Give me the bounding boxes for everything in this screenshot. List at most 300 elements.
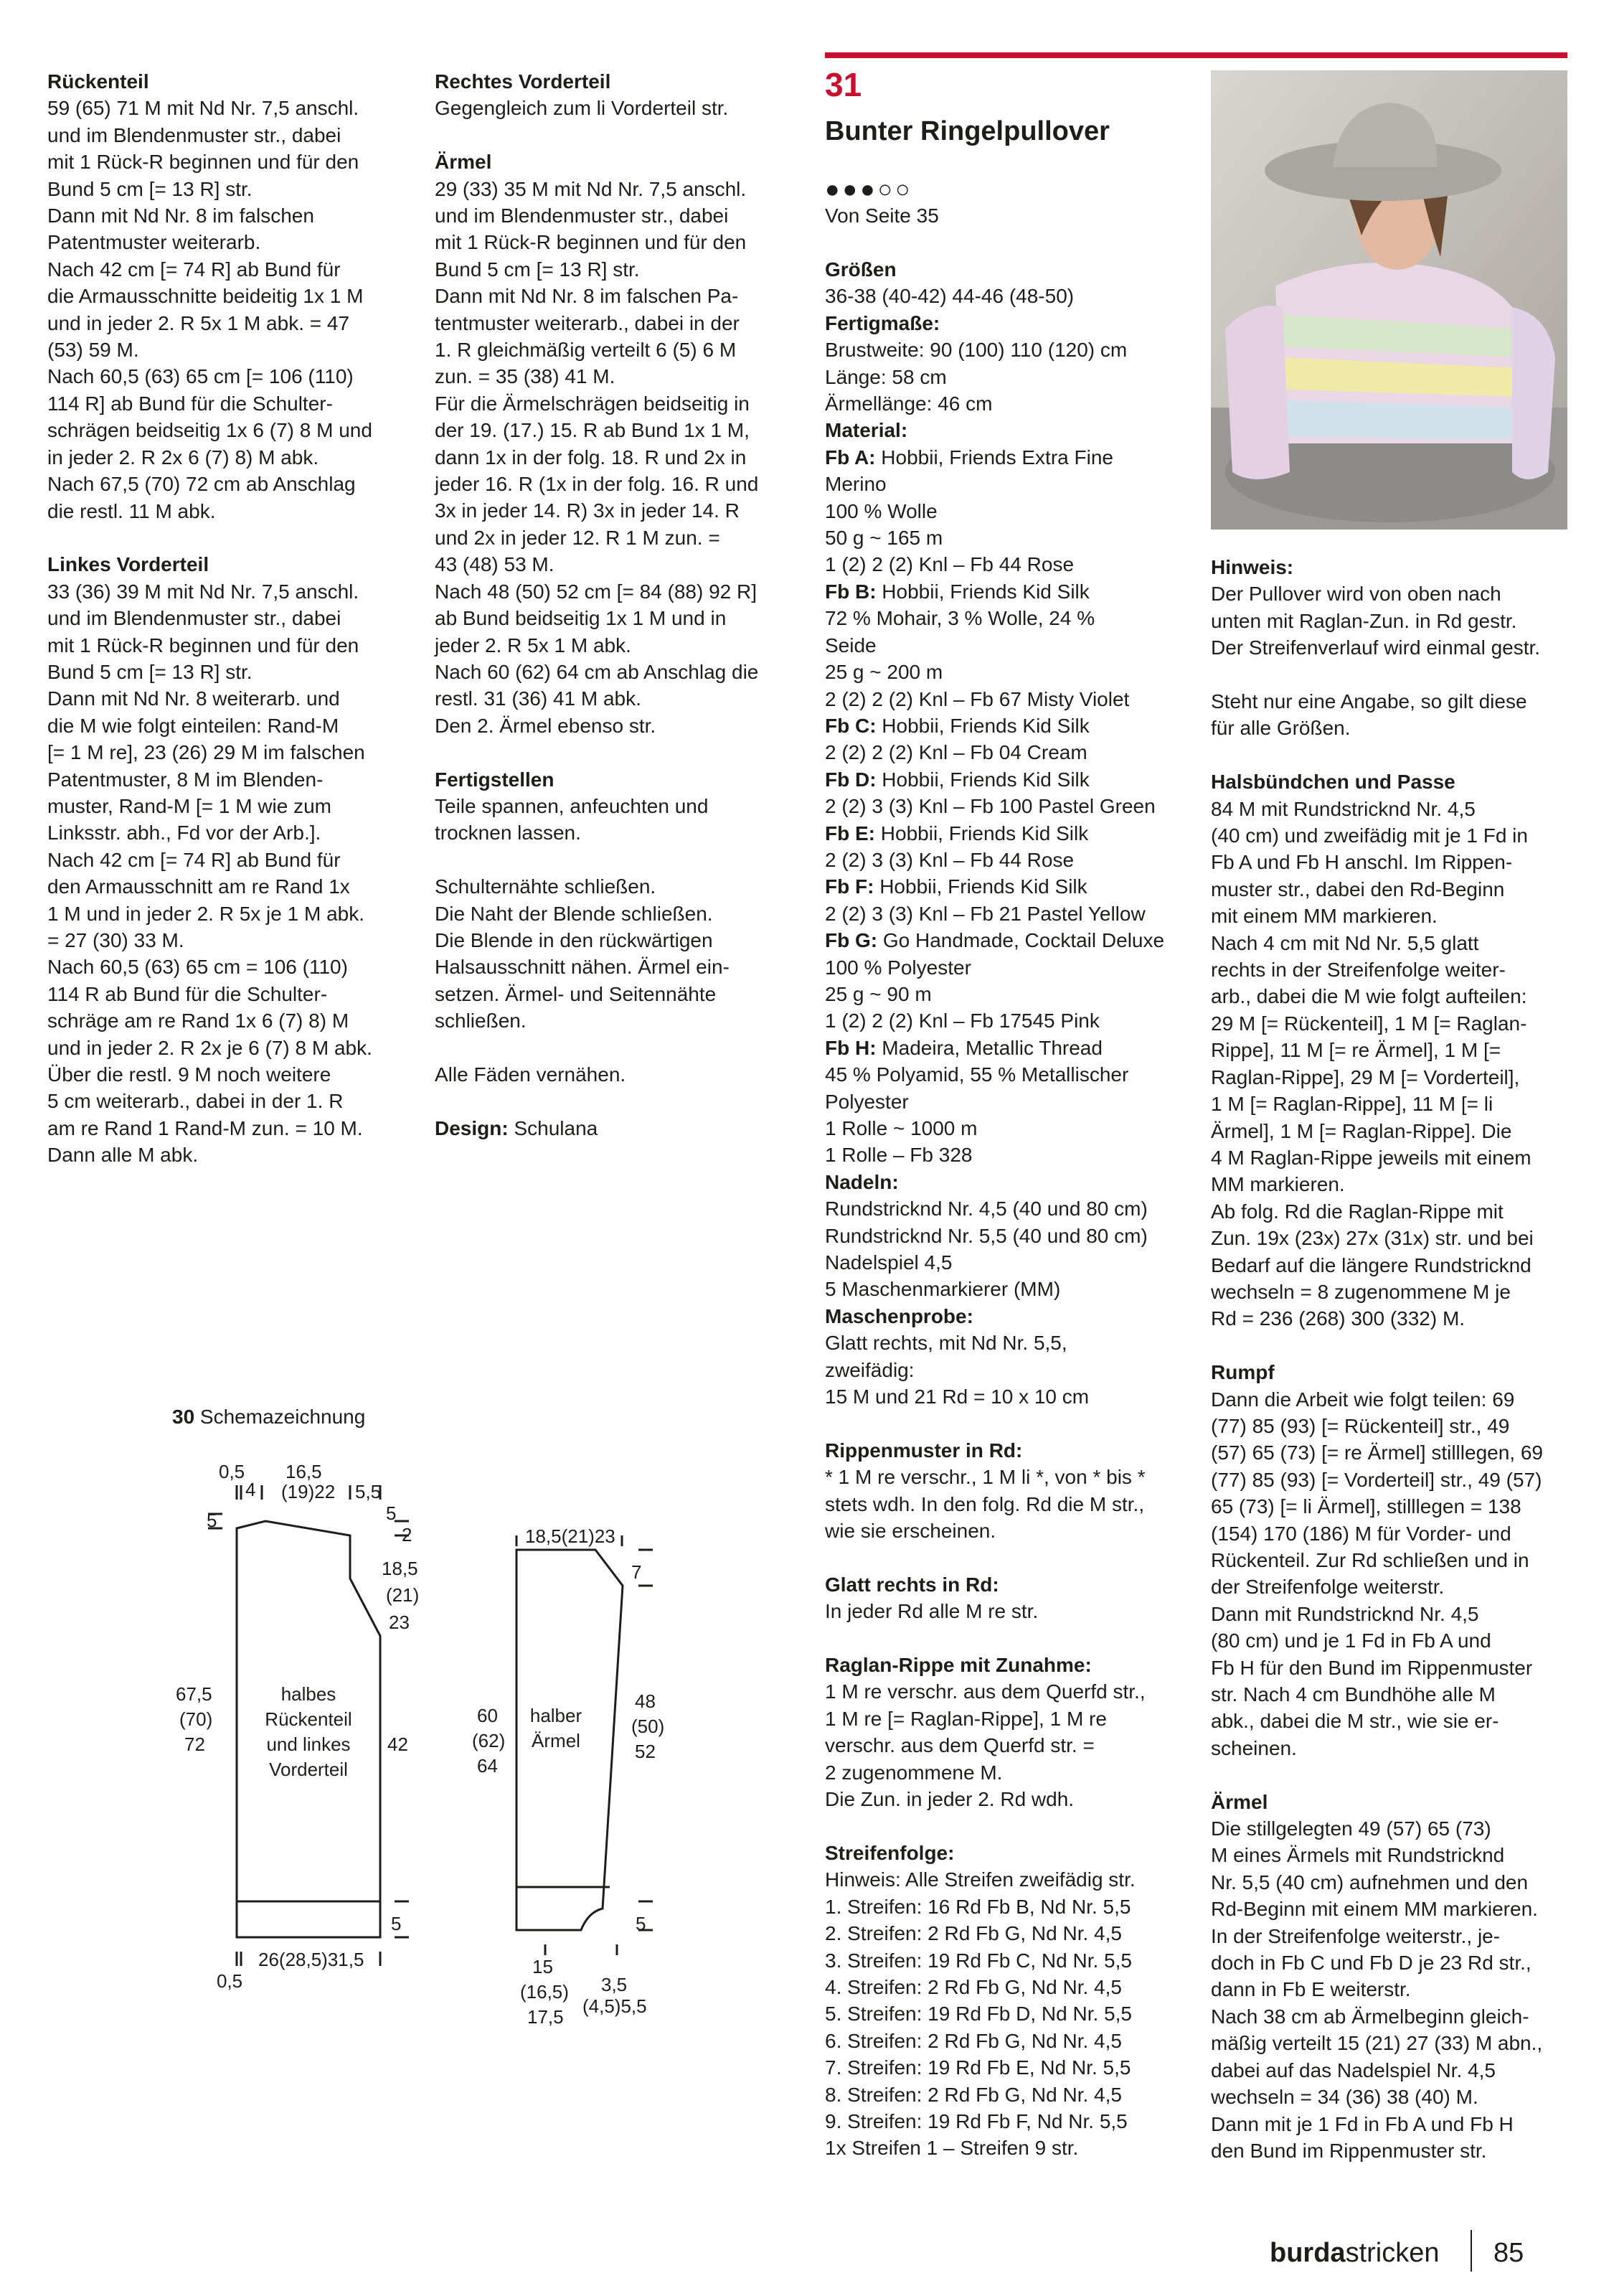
page-number: 85 <box>1493 2238 1524 2268</box>
text-line: dann 1x in der folg. 18. R und 2x in <box>435 446 747 469</box>
text-line: und im Blendenmuster str., dabei <box>47 123 341 146</box>
material-label: Fb H: <box>825 1036 877 1059</box>
from-page-text: Von Seite 35 <box>825 204 939 227</box>
text-line: Dann mit Nd Nr. 8 im falschen <box>47 204 314 227</box>
pattern-title: Bunter Ringelpullover <box>825 116 1110 146</box>
material-text: 100 % Polyester <box>825 956 971 979</box>
material-line <box>825 873 1191 900</box>
text-line: mit 1 Rück-R beginnen und für den <box>435 231 747 254</box>
text-block-aermel-2 <box>1211 1815 1584 2164</box>
dim-right-18-5: 18,5 <box>382 1558 418 1579</box>
section-heading-halsbuendchen: Halsbündchen und Passe <box>1211 771 1455 794</box>
dim-sleeve-right-1: 48 <box>635 1690 656 1712</box>
text-line: den Armausschnitt am re Rand 1x <box>47 875 350 898</box>
text-line: den Bund im Rippenmuster str. <box>1211 2139 1487 2162</box>
text-line: 3. Streifen: 19 Rd Fb C, Nd Nr. 5,5 <box>825 1949 1132 1972</box>
material-label: Fb A: <box>825 446 876 469</box>
text-line: 43 (48) 53 M. <box>435 553 554 576</box>
text-line: Der Streifenverlauf wird einmal gestr. <box>1211 636 1541 659</box>
material-text: 2 (2) 2 (2) Knl – Fb 04 Cream <box>825 741 1087 764</box>
text-line: Dann mit Nd Nr. 8 weiterarb. und <box>47 687 340 710</box>
text-line: * 1 M re verschr., 1 M li *, von * bis * <box>825 1466 1146 1489</box>
material-line <box>825 739 1191 766</box>
material-line <box>825 1088 1191 1115</box>
text-line: Brustweite: 90 (100) 110 (120) cm <box>825 339 1128 362</box>
text-line: und im Blendenmuster str., dabei <box>435 204 729 227</box>
section-heading-fertigmasse: Fertigmaße: <box>825 311 940 334</box>
accent-bar <box>825 52 1567 58</box>
dim-top-19-22: (19)22 <box>281 1481 336 1502</box>
text-block-streifenfolge <box>825 1866 1191 2161</box>
material-label: Fb C: <box>825 714 877 737</box>
text-line: M eines Ärmels mit Rundstricknd <box>1211 1844 1505 1867</box>
column-3 <box>825 256 1191 2162</box>
material-text: Hobbii, Friends Extra Fine <box>875 446 1113 469</box>
text-block-nadeln <box>825 1195 1191 1303</box>
text-line: Patentmuster, 8 M im Blenden- <box>47 768 324 791</box>
text-line: 7. Streifen: 19 Rd Fb E, Nd Nr. 5,5 <box>825 2056 1131 2079</box>
text-line: in jeder 2. R 2x 6 (7) 8) M abk. <box>47 446 319 469</box>
material-line <box>825 605 1191 631</box>
material-label: Fb F: <box>825 875 874 898</box>
column-4 <box>1211 554 1584 2164</box>
text-line: Dann alle M abk. <box>47 1144 199 1167</box>
material-line <box>825 1142 1191 1168</box>
material-line <box>825 766 1191 793</box>
difficulty-rating: ●●●○○ <box>825 176 913 203</box>
body-label-4: Vorderteil <box>269 1759 348 1780</box>
text-line: Rd = 236 (268) 300 (332) M. <box>1211 1307 1466 1330</box>
material-text: 2 (2) 3 (3) Knl – Fb 44 Rose <box>825 848 1075 871</box>
from-page-block <box>825 202 1184 229</box>
text-line: Raglan-Rippe], 29 M [= Vorderteil], <box>1211 1065 1520 1088</box>
section-heading-nadeln: Nadeln: <box>825 1170 899 1193</box>
text-line: stets wdh. In den folg. Rd die M str., <box>825 1492 1145 1515</box>
material-line <box>825 847 1191 873</box>
material-text: Seide <box>825 634 877 657</box>
dim-sleeve-left-2: (62) <box>472 1730 506 1751</box>
body-label-3: und linkes <box>266 1733 351 1755</box>
text-block-maschenprobe <box>825 1330 1191 1410</box>
schema-caption <box>172 1405 365 1429</box>
text-line: 84 M mit Rundstricknd Nr. 4,5 <box>1211 797 1476 820</box>
dim-top-16-5: 16,5 <box>285 1461 322 1482</box>
text-line: 5 Maschenmarkierer (MM) <box>825 1278 1061 1301</box>
text-line: Gegengleich zum li Vorderteil str. <box>435 97 729 120</box>
text-line: 1. Streifen: 16 Rd Fb B, Nd Nr. 5,5 <box>825 1895 1131 1918</box>
text-line: 8. Streifen: 2 Rd Fb G, Nd Nr. 4,5 <box>825 2083 1122 2106</box>
dim-sleeve-bottom-2: (16,5) <box>520 1981 569 2003</box>
column-1 <box>47 68 406 1169</box>
text-line: Nach 60,5 (63) 65 cm = 106 (110) <box>47 956 348 979</box>
material-line <box>825 820 1191 847</box>
material-line <box>825 1007 1191 1034</box>
text-line: verschr. aus dem Querfd str. = <box>825 1734 1095 1757</box>
photo-illustration <box>1211 70 1567 530</box>
text-line: Nach 60 (62) 64 cm ab Anschlag die <box>435 660 759 683</box>
text-line: 9. Streifen: 19 Rd Fb F, Nd Nr. 5,5 <box>825 2109 1128 2132</box>
text-line: Bund 5 cm [= 13 R] str. <box>47 660 253 683</box>
text-line: 1 M re verschr. aus dem Querfd str., <box>825 1680 1146 1703</box>
dim-bottom-5: 5 <box>391 1913 402 1934</box>
material-text: Hobbii, Friends Kid Silk <box>875 822 1089 844</box>
text-line: mit einem MM markieren. <box>1211 905 1438 928</box>
section-heading-aermel-2: Ärmel <box>1211 1790 1268 1813</box>
dim-right-23: 23 <box>389 1612 410 1633</box>
text-line: Fb A und Fb H anschl. Im Rippen- <box>1211 851 1513 874</box>
text-line: muster str., dabei den Rd-Beginn <box>1211 878 1505 900</box>
section-heading-rumpf: Rumpf <box>1211 1361 1275 1384</box>
text-line: Rundstricknd Nr. 5,5 (40 und 80 cm) <box>825 1224 1148 1247</box>
text-block-rumpf <box>1211 1386 1584 1762</box>
text-line: 6. Streifen: 2 Rd Fb G, Nd Nr. 4,5 <box>825 2029 1122 2052</box>
text-line: 2. Streifen: 2 Rd Fb G, Nd Nr. 4,5 <box>825 1922 1122 1945</box>
text-line: Bedarf auf die längere Rundstricknd <box>1211 1253 1532 1276</box>
text-line: ab Bund beidseitig 1x 1 M und in <box>435 607 727 630</box>
sleeve-label-1: halber <box>529 1705 582 1726</box>
dim-right-5: 5 <box>386 1502 397 1524</box>
body-label-1: halbes <box>280 1683 336 1705</box>
material-label: Fb D: <box>825 768 877 791</box>
text-line: jeder 16. R (1x in der folg. 16. R und <box>435 473 759 496</box>
dim-body-height-3: 72 <box>184 1733 205 1755</box>
text-line: Teile spannen, anfeuchten und <box>435 794 709 817</box>
text-line: schräge am re Rand 1x 6 (7) 8) M <box>47 1010 349 1032</box>
text-block-rippenmuster <box>825 1464 1191 1544</box>
material-text: 25 g ~ 200 m <box>825 661 943 684</box>
text-line: für alle Größen. <box>1211 717 1351 740</box>
text-line: Linksstr. abh., Fd vor der Arb.]. <box>47 822 321 844</box>
text-line: mit 1 Rück-R beginnen und für den <box>47 634 359 657</box>
text-line: 33 (36) 39 M mit Nd Nr. 7,5 anschl. <box>47 580 359 603</box>
text-line: schließen. <box>435 1010 527 1032</box>
text-line: str. Nach 4 cm Bundhöhe alle M <box>1211 1683 1496 1706</box>
text-line: Der Pullover wird von oben nach <box>1211 583 1501 606</box>
text-line: und in jeder 2. R 5x 1 M abk. = 47 <box>47 311 350 334</box>
text-line: und 2x in jeder 12. R 1 M zun. = <box>435 526 720 549</box>
material-text: 100 % Wolle <box>825 499 938 522</box>
material-line <box>825 551 1191 578</box>
dim-sleeve-7: 7 <box>631 1561 642 1583</box>
text-line: Dann mit Nd Nr. 8 im falschen Pa- <box>435 285 739 308</box>
text-faeden: Alle Fäden vernähen. <box>435 1063 626 1086</box>
text-line: Die Blende in den rückwärtigen <box>435 928 713 951</box>
text-line: Ärmellänge: 46 cm <box>825 392 993 415</box>
material-label: Fb B: <box>825 580 877 603</box>
dim-sleeve-right-2: (50) <box>631 1716 665 1737</box>
dim-sleeve-left-1: 60 <box>477 1705 498 1726</box>
text-line: 65 (73) [= li Ärmel], stilllegen = 138 <box>1211 1495 1521 1518</box>
material-text: Polyester <box>825 1090 909 1113</box>
material-text: Hobbii, Friends Kid Silk <box>876 580 1090 603</box>
text-line: wechseln = 34 (36) 38 (40) M. <box>1211 2086 1478 2109</box>
dim-sleeve-left-3: 64 <box>477 1755 498 1777</box>
text-line: Die Naht der Blende schließen. <box>435 902 713 925</box>
section-heading-aermel: Ärmel <box>435 151 492 174</box>
material-text: 25 g ~ 90 m <box>825 982 932 1005</box>
text-line: Nadelspiel 4,5 <box>825 1251 953 1274</box>
text-line: Patentmuster weiterarb. <box>47 231 261 254</box>
text-line: arb., dabei die M wie folgt aufteilen: <box>1211 985 1527 1008</box>
text-block-hinweis <box>1211 580 1584 661</box>
text-line: jeder 2. R 5x 1 M abk. <box>435 634 631 657</box>
text-line: Bund 5 cm [= 13 R] str. <box>435 258 640 281</box>
text-line: am re Rand 1 Rand-M zun. = 10 M. <box>47 1116 363 1139</box>
text-line: Bund 5 cm [= 13 R] str. <box>47 177 253 200</box>
text-line: Rückenteil. Zur Rd schließen und in <box>1211 1548 1529 1571</box>
text-line: 5 cm weiterarb., dabei in der 1. R <box>47 1090 344 1113</box>
text-line: 15 M und 21 Rd = 10 x 10 cm <box>825 1385 1090 1408</box>
dim-top-5-5: 5,5 <box>355 1481 382 1502</box>
text-block-naehte <box>435 873 808 1034</box>
text-line: Dann mit Rundstricknd Nr. 4,5 <box>1211 1602 1479 1625</box>
dim-right-21: (21) <box>386 1584 420 1606</box>
material-line <box>825 712 1191 739</box>
text-line: muster, Rand-M [= 1 M wie zum <box>47 794 332 817</box>
design-credit <box>435 1115 808 1142</box>
text-line: Nach 42 cm [= 74 R] ab Bund für <box>47 258 341 281</box>
section-heading-rechtes-vorderteil: Rechtes Vorderteil <box>435 70 611 93</box>
text-line: rechts in der Streifenfolge weiter- <box>1211 959 1506 982</box>
design-value: Schulana <box>508 1116 598 1139</box>
dim-bottom-0-5: 0,5 <box>217 1970 243 1992</box>
text-line: mäßig verteilt 15 (21) 27 (33) M abn., <box>1211 2032 1543 2055</box>
text-line: und im Blendenmuster str., dabei <box>47 607 341 630</box>
text-line: Die stillgelegten 49 (57) 65 (73) <box>1211 1817 1491 1840</box>
text-line: Ab folg. Rd die Raglan-Rippe mit <box>1211 1200 1504 1223</box>
text-line: setzen. Ärmel- und Seitennähte <box>435 982 717 1005</box>
material-line <box>825 954 1191 981</box>
text-line: wechseln = 8 zugenommene M je <box>1211 1280 1511 1303</box>
column-2 <box>435 68 808 1142</box>
material-line <box>825 471 1191 497</box>
text-line: (77) 85 (93) [= Vorderteil] str., 49 (57) <box>1211 1468 1542 1491</box>
text-line: zweifädig: <box>825 1358 915 1381</box>
text-line: = 27 (30) 33 M. <box>47 928 184 951</box>
text-line: (77) 85 (93) [= Rückenteil] str., 49 <box>1211 1414 1510 1437</box>
section-heading-rueckenteil: Rückenteil <box>47 70 149 93</box>
dim-sleeve-bottom-1: 15 <box>532 1956 553 1977</box>
text-line: MM markieren. <box>1211 1173 1345 1196</box>
text-block-hinweis-2 <box>1211 688 1584 742</box>
body-label-2: Rückenteil <box>265 1708 352 1730</box>
dim-sleeve-right-3: 52 <box>635 1741 656 1762</box>
text-line: Rippe], 11 M [= re Ärmel], 1 M [= <box>1211 1039 1501 1062</box>
material-line <box>825 524 1191 551</box>
text-line: Den 2. Ärmel ebenso str. <box>435 714 656 737</box>
text-line: die Armausschnitte beideitig 1x 1 M <box>47 285 364 308</box>
text-block-halsbuendchen <box>1211 796 1584 1332</box>
text-line: Fb H für den Bund im Rippenmuster <box>1211 1656 1533 1679</box>
material-text: Go Handmade, Cocktail Deluxe <box>877 929 1165 952</box>
text-line: In jeder Rd alle M re str. <box>825 1600 1039 1623</box>
text-line: In der Streifenfolge weiterstr., je- <box>1211 1924 1501 1947</box>
text-line: Rd-Beginn mit einem MM markieren. <box>1211 1898 1538 1921</box>
text-line: Ärmel], 1 M [= Raglan-Rippe]. Die <box>1211 1119 1512 1142</box>
text-line: 1 M und in jeder 2. R 5x je 1 M abk. <box>47 902 364 925</box>
section-heading-groessen: Größen <box>825 258 897 281</box>
text-line: 1. R gleichmäßig verteilt 6 (5) 6 M <box>435 339 737 362</box>
section-heading-linkes-vorderteil: Linkes Vorderteil <box>47 553 209 576</box>
dim-body-height-1: 67,5 <box>176 1683 212 1705</box>
text-line: Dann die Arbeit wie folgt teilen: 69 <box>1211 1388 1515 1411</box>
material-line <box>825 1115 1191 1142</box>
text-line: 3x in jeder 14. R) 3x in jeder 14. R <box>435 499 740 522</box>
text-line: Nach 4 cm mit Nd Nr. 5,5 glatt <box>1211 931 1479 954</box>
text-line: trocknen lassen. <box>435 822 581 844</box>
text-line: 29 M [= Rückenteil], 1 M [= Raglan- <box>1211 1012 1527 1035</box>
text-line: (80 cm) und je 1 Fd in Fb A und <box>1211 1629 1491 1652</box>
dim-sleeve-bottom-3: 17,5 <box>527 2006 564 2028</box>
section-heading-streifenfolge: Streifenfolge: <box>825 1841 955 1864</box>
dim-sleeve-3-5: 3,5 <box>601 1974 628 1995</box>
text-line: mit 1 Rück-R beginnen und für den <box>47 151 359 174</box>
text-line: Hinweis: Alle Streifen zweifädig str. <box>825 1868 1136 1891</box>
section-heading-material: Material: <box>825 419 908 442</box>
brand-light: stricken <box>1345 2238 1440 2268</box>
dim-left-5: 5 <box>207 1510 217 1531</box>
text-block-material <box>825 444 1191 1169</box>
text-line: doch in Fb C und Fb D je 23 Rd str., <box>1211 1952 1532 1975</box>
text-line: Nr. 5,5 (40 cm) aufnehmen und den <box>1211 1871 1529 1893</box>
text-line: zun. = 35 (38) 41 M. <box>435 365 615 388</box>
text-line: 114 R ab Bund für die Schulter- <box>47 982 328 1005</box>
text-block-fertigmasse <box>825 337 1191 417</box>
text-line: unten mit Raglan-Zun. in Rd gestr. <box>1211 609 1517 632</box>
brand-bold: burda <box>1270 2238 1346 2268</box>
material-line <box>825 444 1191 471</box>
material-label: Fb G: <box>825 929 878 952</box>
material-text: 72 % Mohair, 3 % Wolle, 24 % <box>825 607 1095 630</box>
material-text: 2 (2) 3 (3) Knl – Fb 21 Pastel Yellow <box>825 902 1146 925</box>
text-line: Nach 38 cm ab Ärmelbeginn gleich- <box>1211 2005 1529 2028</box>
material-line <box>825 1035 1191 1061</box>
material-text: Hobbii, Friends Kid Silk <box>876 768 1090 791</box>
text-line: 5. Streifen: 19 Rd Fb D, Nd Nr. 5,5 <box>825 2003 1132 2026</box>
text-line: Rundstricknd Nr. 4,5 (40 und 80 cm) <box>825 1198 1148 1220</box>
text-block-rueckenteil <box>47 95 406 524</box>
material-line <box>825 1061 1191 1088</box>
text-line: Nach 60,5 (63) 65 cm [= 106 (110) <box>47 365 354 388</box>
text-line: 2 zugenommene M. <box>825 1761 1003 1784</box>
dim-top-small: 0,5 <box>219 1461 245 1482</box>
text-line: 1 M [= Raglan-Rippe], 11 M [= li <box>1211 1093 1493 1116</box>
text-line: Dann mit je 1 Fd in Fb A und Fb H <box>1211 2112 1514 2135</box>
dim-top-4: 4 <box>245 1479 256 1500</box>
section-heading-raglan: Raglan-Rippe mit Zunahme: <box>825 1654 1092 1677</box>
text-line: Für die Ärmelschrägen beidseitig in <box>435 392 750 415</box>
text-line: Zun. 19x (23x) 27x (31x) str. und bei <box>1211 1227 1534 1250</box>
dim-bottom-width: 26(28,5)31,5 <box>258 1949 364 1970</box>
section-heading-hinweis: Hinweis: <box>1211 556 1294 578</box>
text-line: Nach 48 (50) 52 cm [= 84 (88) 92 R] <box>435 580 757 603</box>
dim-right-2: 2 <box>402 1524 412 1545</box>
text-line: Nach 67,5 (70) 72 cm ab Anschlag <box>47 473 356 496</box>
text-line: 1x Streifen 1 – Streifen 9 str. <box>825 2137 1079 2160</box>
material-line <box>825 686 1191 712</box>
text-line: 1 M re [= Raglan-Rippe], 1 M re <box>825 1707 1107 1730</box>
schema-title: Schemazeichnung <box>194 1406 366 1428</box>
material-text: Hobbii, Friends Kid Silk <box>874 875 1087 898</box>
text-line: Schulternähte schließen. <box>435 875 656 898</box>
text-line: die restl. 11 M abk. <box>47 499 216 522</box>
dim-sleeve-4-5: (4,5)5,5 <box>582 1995 647 2017</box>
dim-right-42: 42 <box>387 1733 408 1755</box>
text-line: Steht nur eine Angabe, so gilt diese <box>1211 690 1527 713</box>
section-heading-rippenmuster: Rippenmuster in Rd: <box>825 1439 1023 1462</box>
text-line: Halsausschnitt nähen. Ärmel ein- <box>435 956 730 979</box>
text-block-rechtes-vorderteil <box>435 95 808 121</box>
material-text: Merino <box>825 473 887 496</box>
material-text: Hobbii, Friends Kid Silk <box>876 714 1090 737</box>
schema-drawing <box>158 1435 703 2028</box>
section-heading-fertigstellen: Fertigstellen <box>435 768 554 791</box>
text-line: Die Zun. in jeder 2. Rd wdh. <box>825 1788 1075 1811</box>
text-line: Länge: 58 cm <box>825 365 947 388</box>
text-line: schrägen beidseitig 1x 6 (7) 8 M und <box>47 419 372 442</box>
footer-divider <box>1471 2230 1472 2272</box>
schema-number: 30 <box>172 1406 195 1428</box>
text-line: der 19. (17.) 15. R ab Bund 1x 1 M, <box>435 419 750 442</box>
material-text: 1 (2) 2 (2) Knl – Fb 17545 Pink <box>825 1010 1100 1032</box>
material-line <box>825 632 1191 659</box>
groessen-value: 36-38 (40-42) 44-46 (48-50) <box>825 285 1075 308</box>
text-line: (40 cm) und zweifädig mit je 1 Fd in <box>1211 824 1528 847</box>
material-line <box>825 578 1191 605</box>
material-text: 1 (2) 2 (2) Knl – Fb 44 Rose <box>825 553 1075 576</box>
text-line: Nach 42 cm [= 74 R] ab Bund für <box>47 848 341 871</box>
text-line: scheinen. <box>1211 1736 1297 1759</box>
text-line: (53) 59 M. <box>47 339 139 362</box>
sleeve-label-2: Ärmel <box>532 1730 580 1751</box>
text-block-raglan <box>825 1678 1191 1812</box>
design-label: Design: <box>435 1116 509 1139</box>
dim-sleeve-5: 5 <box>636 1913 646 1934</box>
text-line: 4 M Raglan-Rippe jeweils mit einem <box>1211 1146 1532 1169</box>
material-line <box>825 981 1191 1007</box>
material-text: Madeira, Metallic Thread <box>876 1036 1103 1059</box>
material-text: 2 (2) 2 (2) Knl – Fb 67 Misty Violet <box>825 687 1130 710</box>
text-line: (154) 170 (186) M für Vorder- und <box>1211 1522 1511 1545</box>
text-line: abk., dabei die M str., wie sie er- <box>1211 1710 1499 1733</box>
model-photo <box>1211 70 1567 530</box>
text-line: dann in Fb E weiterstr. <box>1211 1978 1411 2001</box>
text-line: wie sie erscheinen. <box>825 1520 996 1543</box>
material-line <box>825 498 1191 524</box>
text-line: Glatt rechts, mit Nd Nr. 5,5, <box>825 1332 1067 1355</box>
brand-logo <box>1270 2237 1439 2269</box>
text-line: 59 (65) 71 M mit Nd Nr. 7,5 anschl. <box>47 97 359 120</box>
text-line: und in jeder 2. R 2x je 6 (7) 8 M abk. <box>47 1036 372 1059</box>
text-line: 114 R] ab Bund für die Schulter- <box>47 392 333 415</box>
text-block-aermel <box>435 176 808 740</box>
text-block-glatt-rechts <box>825 1598 1191 1624</box>
material-label: Fb E: <box>825 822 875 844</box>
text-line: Über die restl. 9 M noch weitere <box>47 1063 331 1086</box>
pattern-number: 31 <box>825 66 862 103</box>
dim-body-height-2: (70) <box>179 1708 213 1730</box>
material-line <box>825 900 1191 927</box>
text-line: der Streifenfolge weiterstr. <box>1211 1576 1445 1599</box>
material-text: 2 (2) 3 (3) Knl – Fb 100 Pastel Green <box>825 795 1156 818</box>
text-line: (57) 65 (73) [= re Ärmel] stilllegen, 69 <box>1211 1441 1543 1464</box>
material-text: 1 Rolle ~ 1000 m <box>825 1117 978 1139</box>
material-text: 1 Rolle – Fb 328 <box>825 1144 973 1167</box>
material-line <box>825 659 1191 685</box>
text-line: die M wie folgt einteilen: Rand-M <box>47 714 339 737</box>
material-text: 50 g ~ 165 m <box>825 527 943 550</box>
text-line: restl. 31 (36) 41 M abk. <box>435 687 641 710</box>
